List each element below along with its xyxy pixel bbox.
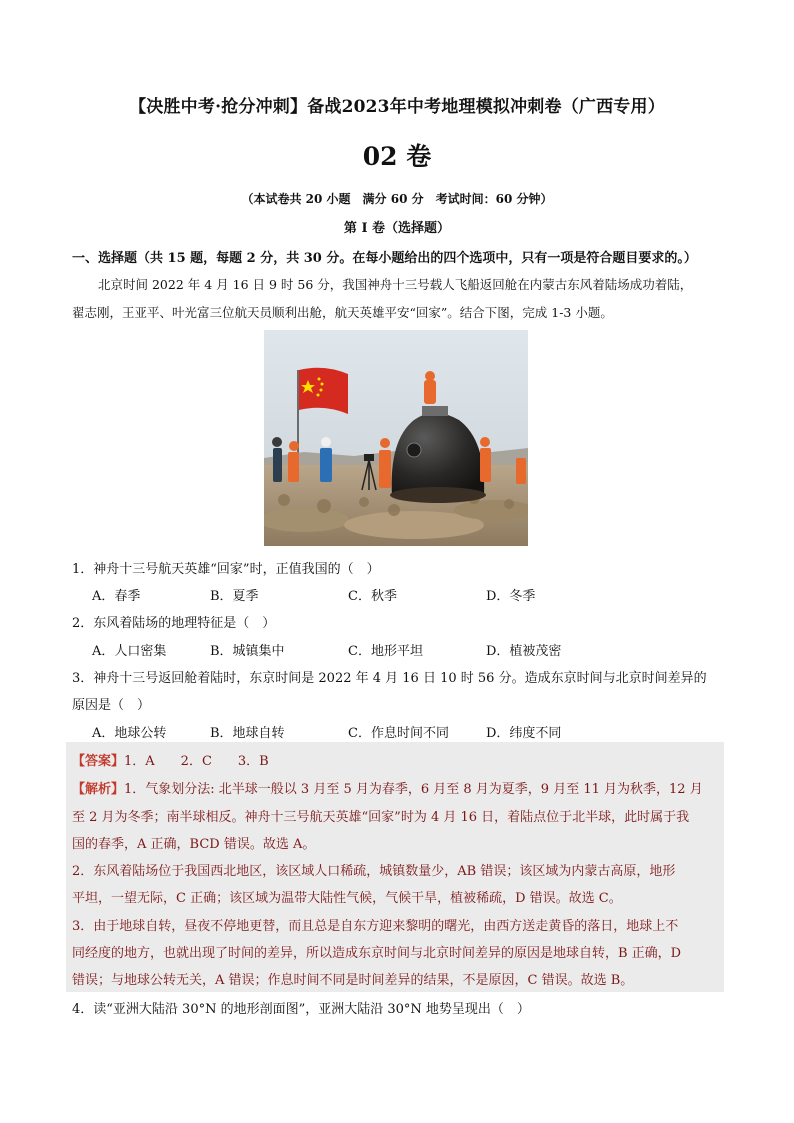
intro-line-2: 翟志刚，王亚平、叶光富三位航天员顺利出舱，航天英雄平安“回家”。结合下图，完成 1-3 小题。 xyxy=(72,305,613,320)
analysis-line-2: 至 2 月为冬季；南半球相反。神舟十三号航天英雄“回家”时为 4 月 16 日，着陆点位于北半球，此时属于我 xyxy=(72,810,690,825)
analysis-label: 【解析】 xyxy=(72,782,125,797)
question-3-stem-line-2: 原因是（ ） xyxy=(72,698,151,713)
analysis-text: 1．气象划分法: 北半球一般以 3 月至 5 月为春季，6 月至 8 月为夏季，9 月至 11 月为秋季，12 月 xyxy=(124,782,703,797)
option-b[interactable]: B．夏季 xyxy=(210,589,259,604)
question-4-stem: 4．读“亚洲大陆沿 30°N 的地形剖面图”，亚洲大陆沿 30°N 地势呈现出（ ） xyxy=(72,1002,530,1017)
option-d[interactable]: D．植被茂密 xyxy=(486,644,562,659)
capsule-landing-photo xyxy=(264,330,528,546)
question-2-stem: 2．东风着陆场的地理特征是（ ） xyxy=(72,616,276,631)
analysis-line-6: 3．由于地球自转，昼夜不停地更替，而且总是自东方迎来黎明的曙光，由西方送走黄昏的落日，地球上不 xyxy=(72,919,679,934)
analysis-line-1 xyxy=(72,778,703,797)
exam-subtitle: 02 卷 xyxy=(362,142,432,171)
option-a[interactable]: A．人口密集 xyxy=(92,644,167,659)
exam-title: 【决胜中考·抢分冲刺】备战2023年中考地理模拟冲刺卷（广西专用） xyxy=(129,97,665,117)
analysis-line-3: 国的春季，A 正确，BCD 错误。故选 A。 xyxy=(72,837,316,852)
question-1-stem: 1．神舟十三号航天英雄“回家”时，正值我国的（ ） xyxy=(72,562,380,577)
answer-text: 1．A 2．C 3．B xyxy=(124,754,269,769)
analysis-line-4: 2．东风着陆场位于我国西北地区，该区域人口稀疏，城镇数量少，AB 错误；该区域为内蒙古高原，地形 xyxy=(72,864,676,879)
option-c[interactable]: C．秋季 xyxy=(348,589,397,604)
option-b[interactable]: B．城镇集中 xyxy=(210,644,285,659)
answer-label: 【答案】 xyxy=(72,754,125,769)
exam-info: （本试卷共 20 小题 满分 60 分 考试时间：60 分钟） xyxy=(241,192,553,206)
option-c[interactable]: C．作息时间不同 xyxy=(348,726,449,741)
option-b[interactable]: B．地球自转 xyxy=(210,726,285,741)
section-heading: 一、选择题（共 15 题，每题 2 分，共 30 分。在每小题给出的四个选项中，只有一项是符合题目要求的。） xyxy=(72,251,697,266)
option-d[interactable]: D．冬季 xyxy=(486,589,536,604)
option-a[interactable]: A．地球公转 xyxy=(92,726,167,741)
option-a[interactable]: A．春季 xyxy=(92,589,141,604)
option-d[interactable]: D．纬度不同 xyxy=(486,726,562,741)
part-heading: 第 I 卷（选择题） xyxy=(343,221,451,236)
analysis-line-8: 错误；与地球公转无关，A 错误；作息时间不同是时间差异的结果，不是原因，C 错误。故选 B。 xyxy=(72,973,634,988)
analysis-line-7: 同经度的地方，也就出现了时间的差异，所以造成东京时间与北京时间差异的原因是地球自转，B 正确，D xyxy=(72,946,682,961)
analysis-line-5: 平坦，一望无际，C 正确；该区域为温带大陆性气候，气候干旱，植被稀疏，D 错误。故选 C。 xyxy=(72,891,622,906)
option-c[interactable]: C．地形平坦 xyxy=(348,644,423,659)
question-3-stem-line-1: 3．神舟十三号返回舱着陆时，东京时间是 2022 年 4 月 16 日 10 时 56 分。造成东京时间与北京时间差异的 xyxy=(72,671,707,686)
intro-line-1: 北京时间 2022 年 4 月 16 日 9 时 56 分，我国神舟十三号载人飞船返回舱在内蒙古东风着陆场成功着陆， xyxy=(98,277,693,292)
answer-line xyxy=(72,750,269,769)
